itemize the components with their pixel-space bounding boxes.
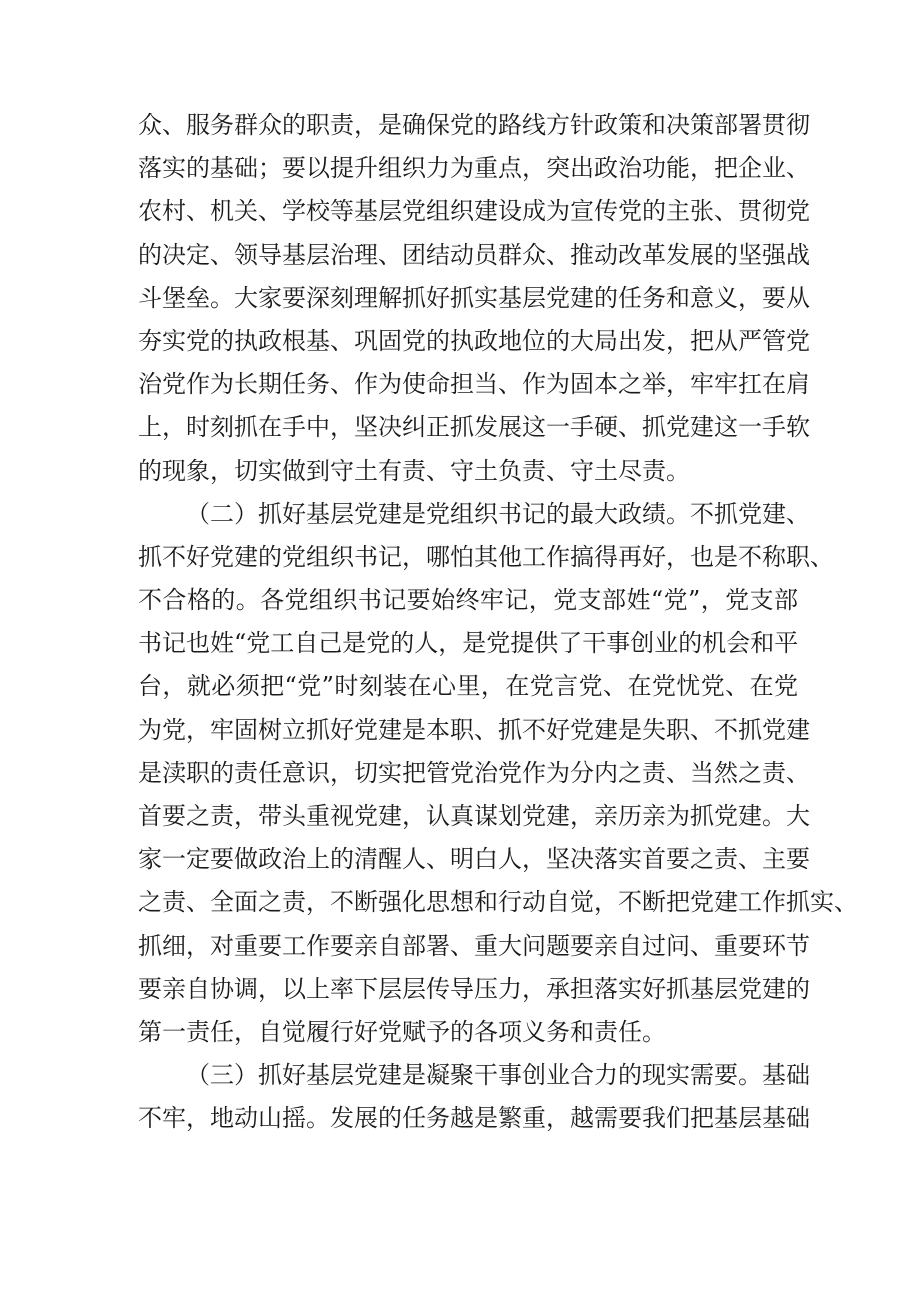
text-line: 家一定要做政治上的清醒人、明白人，坚决落实首要之责、主要 — [138, 845, 810, 874]
text-line: 不牢，地动山摇。发展的任务越是繁重，越需要我们把基层基础 — [138, 1104, 810, 1133]
text-line: 落实的基础；要以提升组织力为重点，突出政治功能，把企业、 — [138, 154, 810, 183]
text-line: 不合格的。各党组织书记要始终牢记，党支部姓“党”，党支部 — [138, 586, 798, 615]
text-line: 斗堡垒。大家要深刻理解抓好抓实基层党建的任务和意义，要从 — [138, 283, 810, 312]
text-line: 的现象，切实做到守土有责、守土负责、守土尽责。 — [138, 456, 690, 485]
paragraph-heading-line: （三）抓好基层党建是凝聚干事创业合力的现实需要。基础 — [186, 1061, 810, 1090]
text-line: 农村、机关、学校等基层党组织建设成为宣传党的主张、贯彻党 — [138, 197, 810, 226]
text-line: 第一责任，自觉履行好党赋予的各项义务和责任。 — [138, 1017, 666, 1046]
text-line: 抓不好党建的党组织书记，哪怕其他工作搞得再好，也是不称职、 — [138, 542, 834, 571]
text-line: 为党，牢固树立抓好党建是本职、抓不好党建是失职、不抓党建 — [138, 715, 810, 744]
text-line: 夯实党的执政根基、巩固党的执政地位的大局出发，把从严管党 — [138, 326, 810, 355]
text-line: 书记也姓“党工自己是党的人，是党提供了干事创业的机会和平 — [138, 629, 799, 658]
text-line: 治党作为长期任务、作为使命担当、作为固本之举，牢牢扛在肩 — [138, 370, 810, 399]
text-line: 要亲自协调，以上率下层层传导压力，承担落实好抓基层党建的 — [138, 974, 810, 1003]
text-line: 抓细，对重要工作要亲自部署、重大问题要亲自过问、重要环节 — [138, 931, 810, 960]
text-line: 上，时刻抓在手中，坚决纠正抓发展这一手硬、抓党建这一手软 — [138, 413, 810, 442]
text-line: 众、服务群众的职责，是确保党的路线方针政策和决策部署贯彻 — [138, 111, 810, 139]
text-line: 是渎职的责任意识，切实把管党治党作为分内之责、当然之责、 — [138, 758, 810, 787]
text-line: 之责、全面之责，不断强化思想和行动自觉，不断把党建工作抓实、 — [138, 888, 858, 917]
paragraph-heading-line: （二）抓好基层党建是党组织书记的最大政绩。不抓党建、 — [186, 499, 810, 528]
body-text — [138, 104, 858, 1141]
text-line: 的决定、领导基层治理、团结动员群众、推动改革发展的坚强战 — [138, 240, 810, 269]
text-line: 台，就必须把“党”时刻装在心里，在党言党、在党忧党、在党 — [138, 672, 798, 701]
text-line: 首要之责，带头重视党建，认真谋划党建，亲历亲为抓党建。大 — [138, 802, 810, 830]
